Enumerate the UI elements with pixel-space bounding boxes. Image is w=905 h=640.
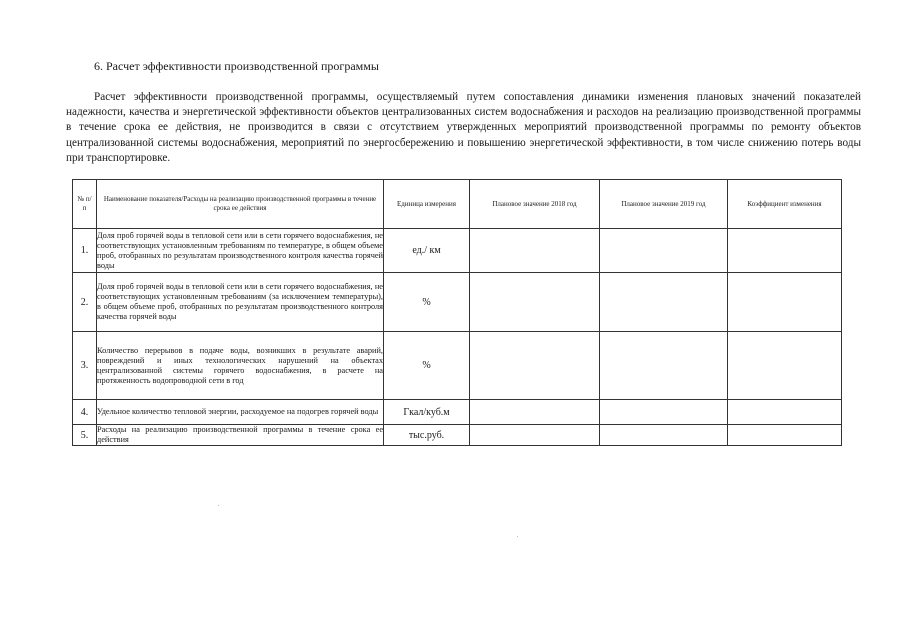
- row-coefficient: [728, 273, 842, 332]
- row-unit: ед./ км: [384, 229, 470, 273]
- row-plan-2019: [600, 229, 728, 273]
- row-plan-2018: [470, 273, 600, 332]
- row-number: 4.: [73, 400, 97, 425]
- header-unit: Единица измерения: [384, 180, 470, 229]
- scan-speck: [517, 536, 518, 537]
- row-unit: %: [384, 273, 470, 332]
- row-coefficient: [728, 425, 842, 446]
- row-plan-2018: [470, 400, 600, 425]
- table-header-row: [73, 180, 842, 229]
- row-number: 5.: [73, 425, 97, 446]
- table-row: [73, 273, 842, 332]
- row-unit: тыс.руб.: [384, 425, 470, 446]
- row-coefficient: [728, 229, 842, 273]
- row-plan-2019: [600, 332, 728, 400]
- row-coefficient: [728, 400, 842, 425]
- header-plan-2018: Плановое значение 2018 год: [470, 180, 600, 229]
- header-plan-2019: Плановое значение 2019 год: [600, 180, 728, 229]
- header-num: № п/п: [73, 180, 97, 229]
- header-coefficient: Коэффициент изменения: [728, 180, 842, 229]
- row-plan-2019: [600, 425, 728, 446]
- row-plan-2018: [470, 425, 600, 446]
- intro-paragraph: Расчет эффективности производственной программы, осуществляемый путем сопоставления динамики изменения плановых значений показателей надежности, качества и энергетической эффективности объектов централизованных систем водоснабжения и расходов на реализацию производственной программы в течение срока ее действия, не производится в связи с отсутствием утвержденных мероприятий производственной программы по ремонту объектов централизованной системы водоснабжения, мероприятий по энергосбережению и повышению энергетической эффективности, в том числе снижению потерь воды при транспортировке.: [66, 91, 861, 164]
- row-number: 1.: [73, 229, 97, 273]
- row-indicator-name: Доля проб горячей воды в тепловой сети или в сети горячего водоснабжения, не соответствующих установленным требованиям по температуре, в общем объеме проб, отобранных по результатам производственного контроля качества горячей воды: [97, 229, 384, 273]
- table-row: [73, 425, 842, 446]
- scan-speck: [218, 505, 219, 506]
- row-indicator-name: Количество перерывов в подаче воды, возникших в результате аварий, повреждений и иных технологических нарушений на объектах централизованной системы горячего водоснабжения, в расчете на протяженность водопроводной сети в год: [97, 332, 384, 400]
- row-indicator-name: Удельное количество тепловой энергии, расходуемое на подогрев горячей воды: [97, 400, 384, 425]
- indicators-table: [72, 179, 842, 446]
- table-row: [73, 400, 842, 425]
- row-plan-2019: [600, 273, 728, 332]
- row-indicator-name: Расходы на реализацию производственной программы в течение срока ее действия: [97, 425, 383, 444]
- row-unit: %: [384, 332, 470, 400]
- row-indicator-name: Доля проб горячей воды в тепловой сети или в сети горячего водоснабжения, не соответствующих установленным требованиям (за исключением температуры), в общем объеме проб, отобранных по результатам производственного контроля качества горячей воды: [97, 273, 384, 332]
- row-plan-2018: [470, 332, 600, 400]
- table-row: [73, 332, 842, 400]
- section-title: 6. Расчет эффективности производственной программы: [94, 59, 379, 73]
- row-plan-2018: [470, 229, 600, 273]
- row-coefficient: [728, 332, 842, 400]
- row-unit: Гкал/куб.м: [384, 400, 470, 425]
- table-row: [73, 229, 842, 273]
- row-number: 2.: [73, 273, 97, 332]
- row-plan-2019: [600, 400, 728, 425]
- header-name: Наименование показателя/Расходы на реализацию производственной программы в течение срока ее действия: [97, 180, 384, 229]
- row-number: 3.: [73, 332, 97, 400]
